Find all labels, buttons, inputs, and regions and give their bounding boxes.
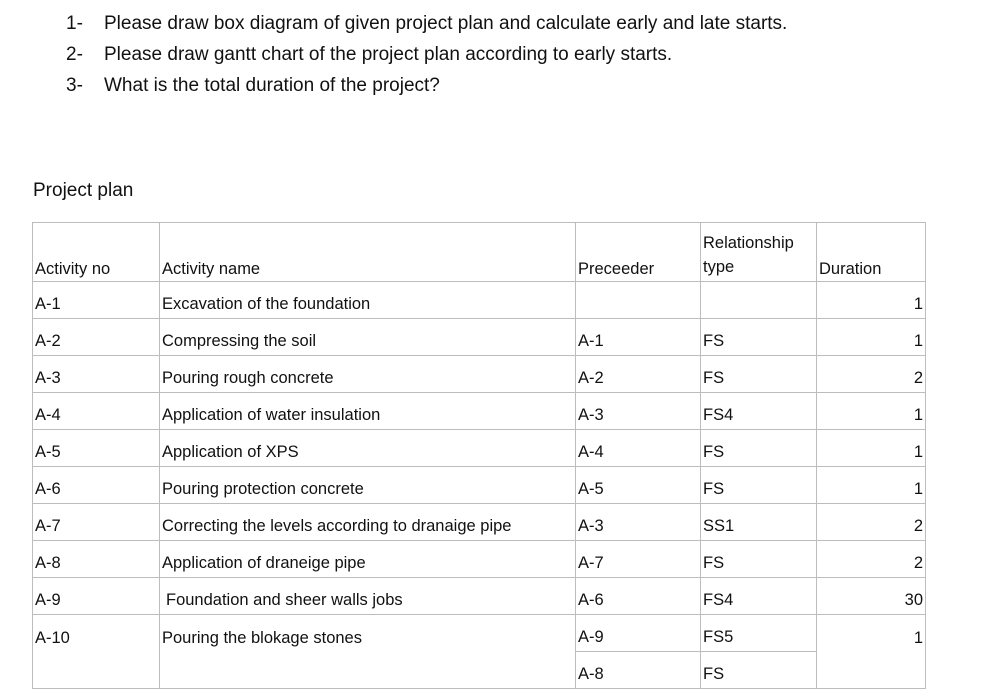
cell-activity-no: A-1 [33,282,160,319]
cell-activity-name: Foundation and sheer walls jobs [160,578,576,615]
table-row [33,615,926,652]
question-text: Please draw box diagram of given project plan and calculate early and late starts. [104,13,788,34]
cell-preceeder: A-1 [576,319,701,356]
cell-duration: 1 [817,467,926,504]
question-number: 1- [66,13,83,34]
header-preceeder: Preceeder [576,223,701,282]
cell-activity-no: A-4 [33,393,160,430]
question-number: 3- [66,75,83,96]
cell-activity-name: Application of XPS [160,430,576,467]
cell-duration: 2 [817,356,926,393]
cell-relationship: FS [701,430,817,467]
table-row [33,356,926,393]
project-plan-table [32,222,926,689]
cell-relationship [701,282,817,319]
table-row [33,467,926,504]
question-text: What is the total duration of the project? [104,75,440,96]
cell-duration: 1 [817,615,926,652]
table-row [33,282,926,319]
cell-preceeder: A-2 [576,356,701,393]
header-activity-no: Activity no [33,223,160,282]
cell-activity-no: A-2 [33,319,160,356]
question-list [66,8,787,101]
table-row [33,430,926,467]
cell-activity-no: A-10 [33,615,160,652]
table-row [33,578,926,615]
cell-relationship: SS1 [701,504,817,541]
cell-preceeder: A-5 [576,467,701,504]
cell-relationship: FS5 [701,615,817,652]
cell-activity-no: A-7 [33,504,160,541]
cell-activity-name: Pouring protection concrete [160,467,576,504]
cell-activity-name: Compressing the soil [160,319,576,356]
table-row [33,319,926,356]
cell-preceeder: A-4 [576,430,701,467]
table-row [33,652,926,689]
cell-duration: 1 [817,393,926,430]
cell-activity-no: A-6 [33,467,160,504]
cell-duration: 2 [817,541,926,578]
cell-activity-name: Application of water insulation [160,393,576,430]
header-activity-name: Activity name [160,223,576,282]
cell-activity-name: Pouring the blokage stones [160,615,576,652]
table-row [33,393,926,430]
question-item [66,8,787,39]
table-header-row [33,223,926,282]
cell-preceeder [576,282,701,319]
cell-duration-empty [817,652,926,689]
cell-preceeder: A-3 [576,504,701,541]
cell-relationship: FS4 [701,578,817,615]
cell-duration: 1 [817,319,926,356]
header-relationship-type [701,223,817,282]
header-duration: Duration [817,223,926,282]
header-relationship-line1: Relationship [703,234,794,252]
cell-activity-name-empty [160,652,576,689]
cell-relationship: FS [701,652,817,689]
cell-preceeder: A-6 [576,578,701,615]
cell-relationship: FS [701,541,817,578]
question-number: 2- [66,44,83,65]
cell-relationship: FS [701,467,817,504]
cell-duration: 2 [817,504,926,541]
cell-duration: 1 [817,282,926,319]
header-relationship-line2: type [703,258,735,276]
question-item [66,39,787,70]
cell-activity-name: Correcting the levels according to dranaige pipe [160,504,576,541]
cell-activity-no: A-8 [33,541,160,578]
cell-relationship: FS4 [701,393,817,430]
table-row [33,504,926,541]
cell-activity-name: Application of draneige pipe [160,541,576,578]
cell-activity-no: A-5 [33,430,160,467]
cell-relationship: FS [701,319,817,356]
cell-preceeder: A-7 [576,541,701,578]
section-title: Project plan [33,180,134,201]
cell-preceeder: A-3 [576,393,701,430]
cell-duration: 1 [817,430,926,467]
cell-activity-name: Excavation of the foundation [160,282,576,319]
cell-duration: 30 [817,578,926,615]
cell-activity-name: Pouring rough concrete [160,356,576,393]
cell-relationship: FS [701,356,817,393]
cell-preceeder: A-9 [576,615,701,652]
cell-activity-no: A-9 [33,578,160,615]
cell-activity-no: A-3 [33,356,160,393]
question-item [66,70,787,101]
cell-preceeder: A-8 [576,652,701,689]
cell-activity-no-empty [33,652,160,689]
question-text: Please draw gantt chart of the project plan according to early starts. [104,44,673,65]
table-row [33,541,926,578]
